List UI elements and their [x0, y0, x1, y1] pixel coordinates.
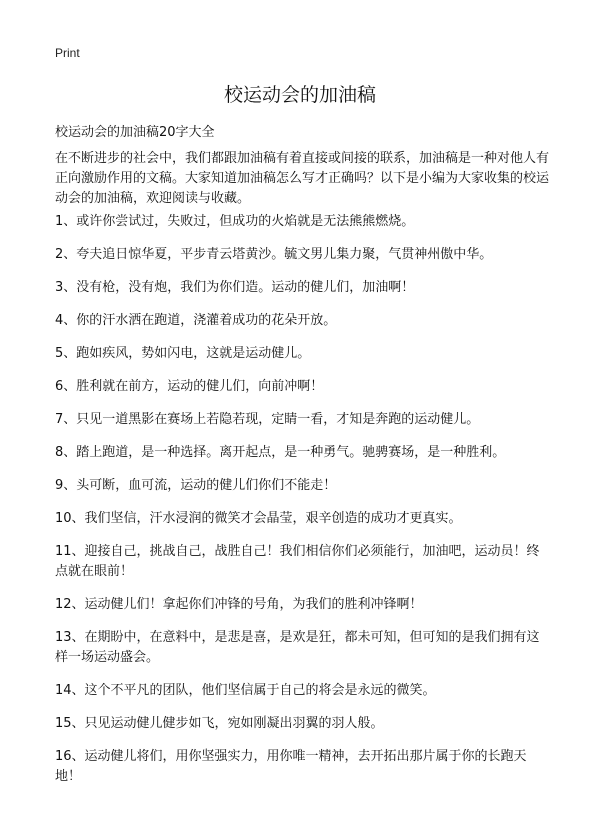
list-item: 6、胜利就在前方，运动的健儿们，向前冲啊！: [55, 379, 324, 394]
list-item: 16、运动健儿将们，用你坚强实力，用你唯一精神，去开拓出那片属于你的长跑天地！: [55, 749, 527, 784]
list-item: 5、跑如疾风，势如闪电，这就是运动健儿。: [55, 346, 311, 361]
list-item: 4、你的汗水洒在跑道，浇灌着成功的花朵开放。: [55, 313, 337, 328]
list-item: 14、这个不平凡的团队，他们坚信属于自己的将会是永远的微笑。: [55, 683, 436, 698]
list-item: 12、运动健儿们！拿起你们冲锋的号角，为我们的胜利冲锋啊！: [55, 597, 423, 612]
list-item: 7、只见一道黑影在赛场上若隐若现，定睛一看，才知是奔跑的运动健儿。: [55, 412, 480, 427]
list-item: 1、或许你尝试过，失败过，但成功的火焰就是无法熊熊燃烧。: [55, 214, 415, 229]
page-title: 校运动会的加油稿: [223, 84, 376, 106]
list-item: 10、我们坚信，汗水浸润的微笑才会晶莹，艰辛创造的成功才更真实。: [55, 511, 462, 526]
intro-paragraph: 在不断进步的社会中，我们都跟加油稿有着直接或间接的联系，加油稿是一种对他人有正向激励作用的文稿。大家知道加油稿怎么写才正确吗？以下是小编为大家收集的校运动会的加油稿，欢迎阅读与收藏。: [55, 151, 550, 206]
list-item: 2、夸夫追日惊华夏，平步青云塔黄沙。毓文男儿集力聚，气贯神州傲中华。: [55, 247, 493, 262]
document-subtitle: 校运动会的加油稿20字大全: [55, 125, 215, 140]
list-item: 13、在期盼中，在意料中，是悲是喜，是欢是狂，都未可知，但可知的是我们拥有这样一场运动盛会。: [55, 630, 540, 665]
list-item: 11、迎接自己，挑战自己，战胜自己！我们相信你们必须能行，加油吧，运动员！终点就在眼前！: [55, 544, 540, 579]
cheer-list: [55, 212, 550, 800]
print-link[interactable]: Print: [55, 46, 80, 60]
list-item: 15、只见运动健儿健步如飞，宛如刚凝出羽翼的羽人般。: [55, 716, 384, 731]
list-item: 3、没有枪，没有炮，我们为你们造。运动的健儿们，加油啊！: [55, 280, 415, 295]
list-item: 8、踏上跑道，是一种选择。离开起点，是一种勇气。驰骋赛场，是一种胜利。: [55, 445, 506, 460]
list-item: 9、头可断，血可流，运动的健儿们你们不能走！: [55, 478, 337, 493]
